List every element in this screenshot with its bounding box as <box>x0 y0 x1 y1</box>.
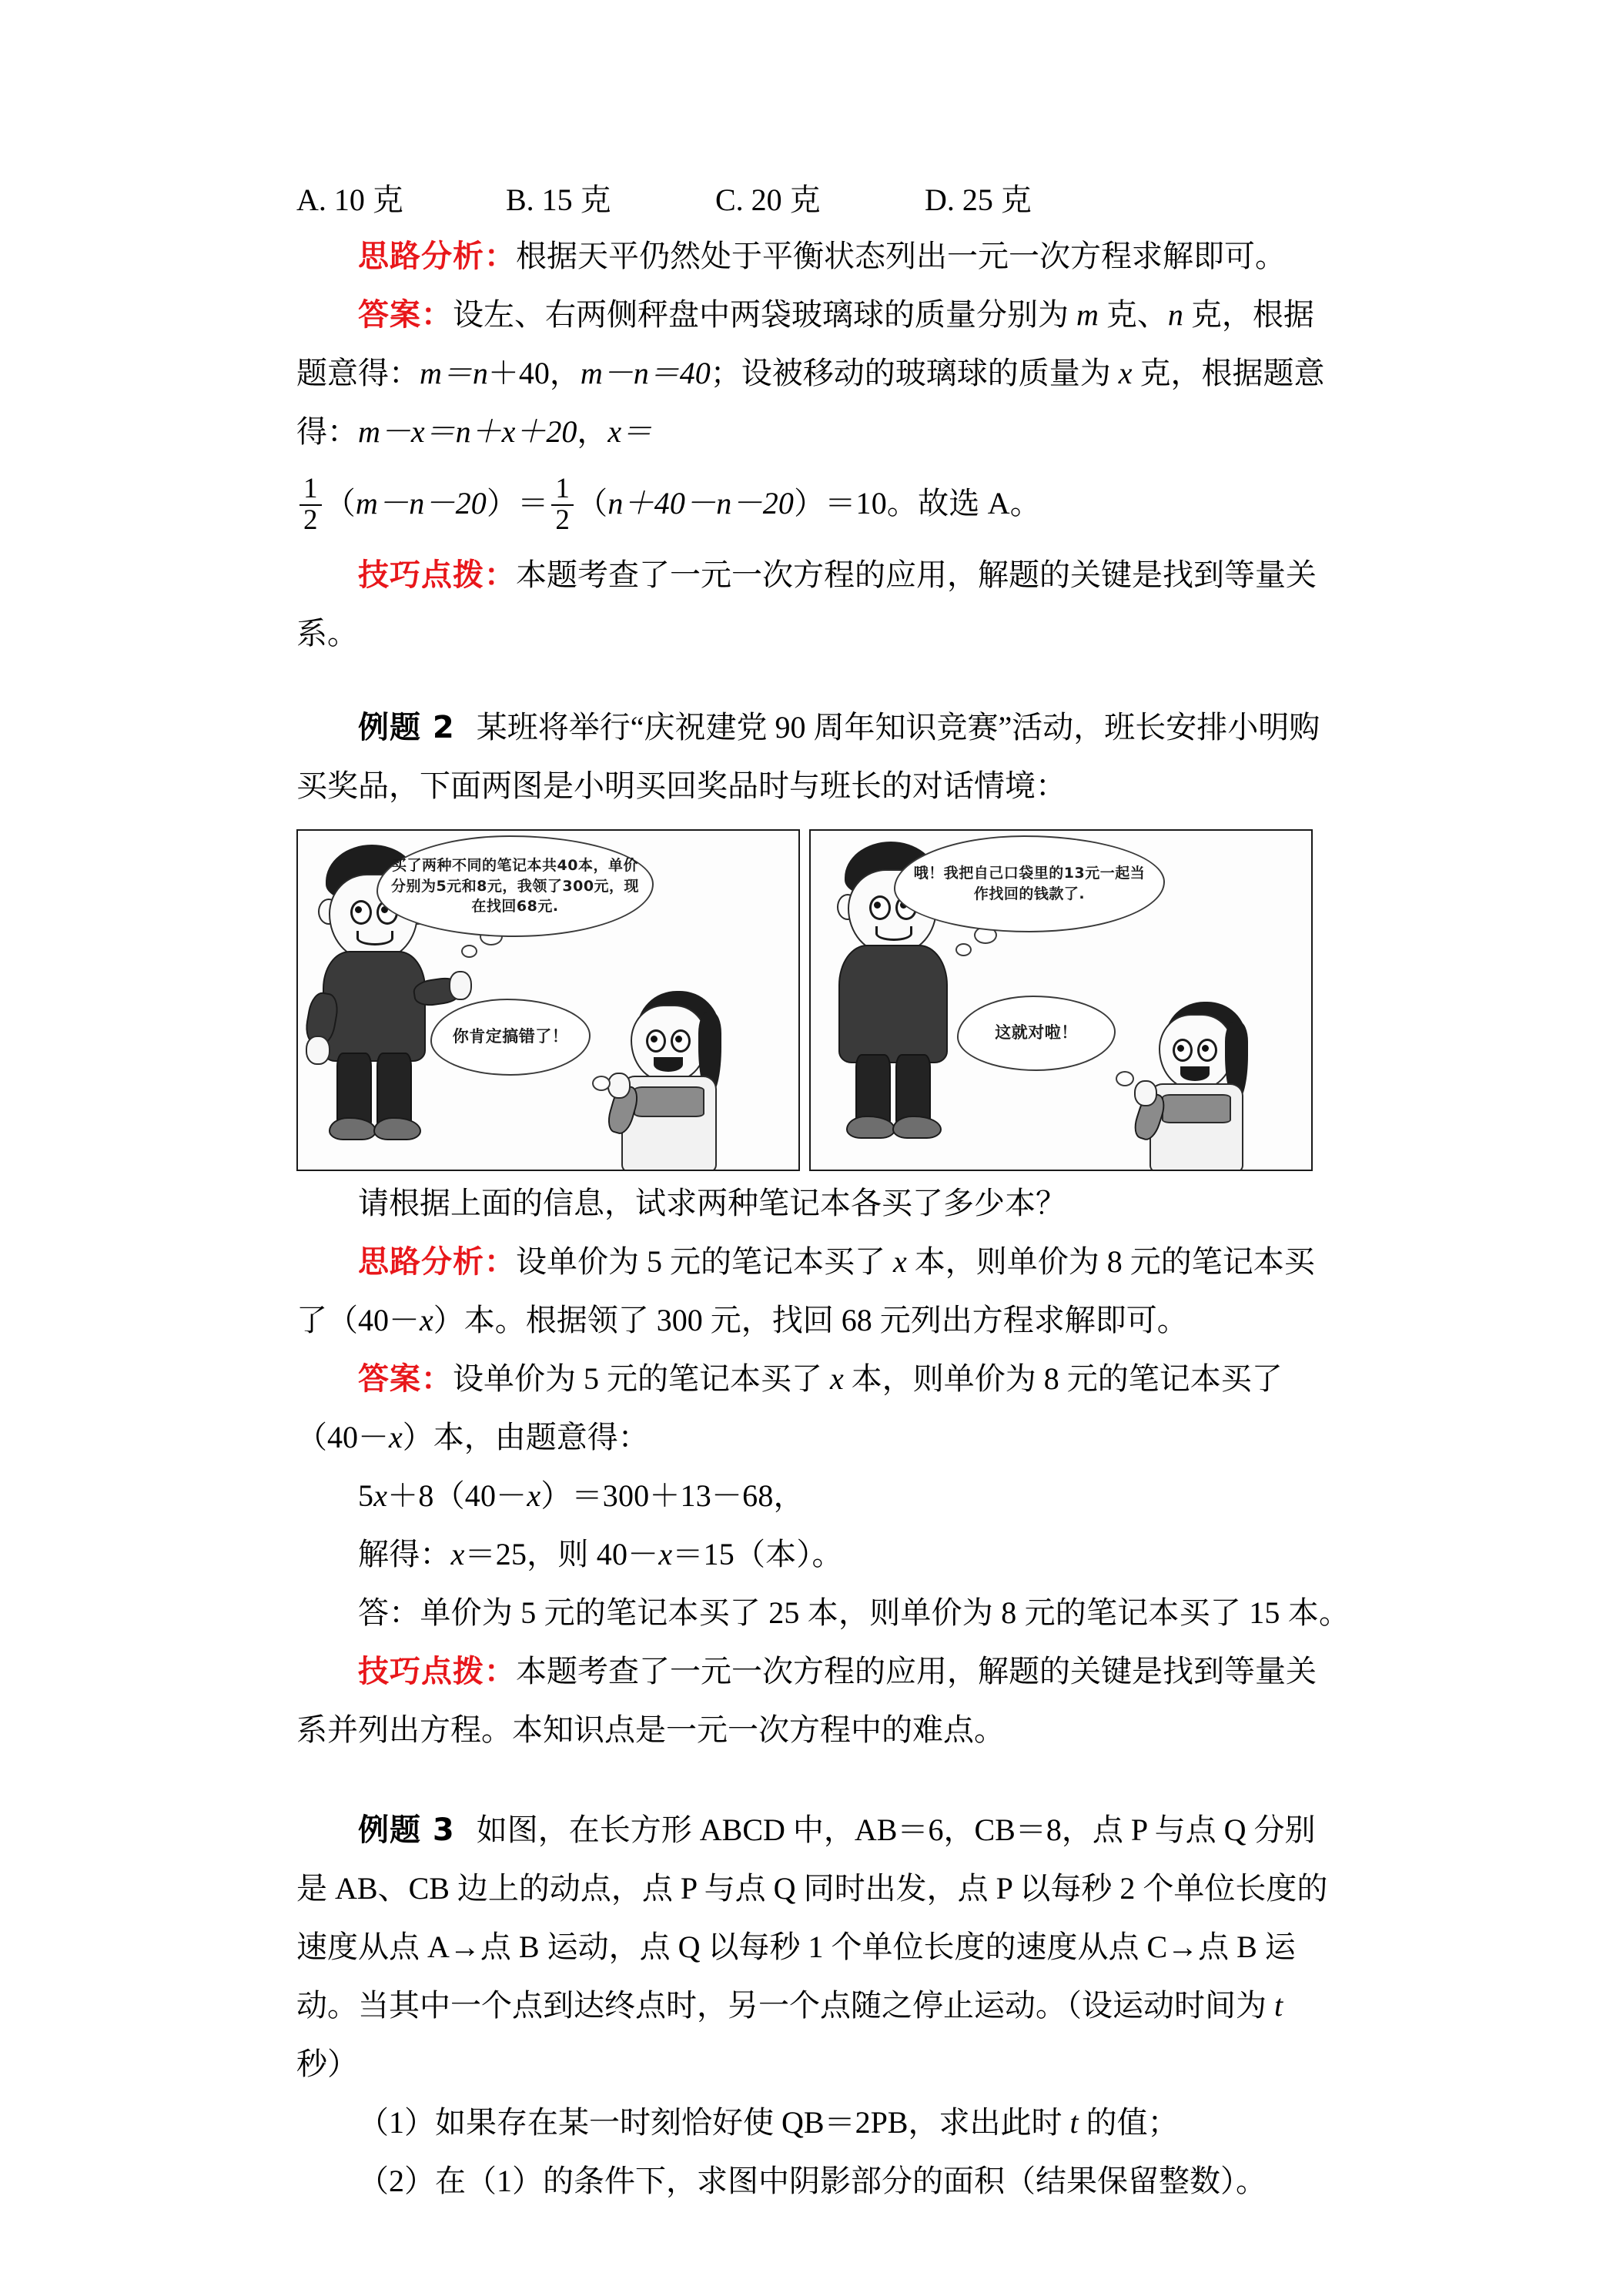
example2-stem <box>296 698 1328 815</box>
example2-analysis-b: 本，则单价为 8 元的笔记本买了（40－ <box>296 1244 1315 1337</box>
fraction-one-half-left <box>300 474 322 536</box>
boy-bubble-dot-small-right <box>955 943 972 956</box>
girl-hand-left-2 <box>1134 1080 1157 1106</box>
boy-body <box>323 951 426 1062</box>
example2-label: 例题 2 <box>358 710 455 745</box>
example1-answer <box>296 286 1328 461</box>
comic-panel-left <box>296 829 800 1171</box>
eq2-var-x: x <box>373 1478 388 1513</box>
var-x: x <box>1118 356 1133 390</box>
eq2-coef: 5 <box>358 1478 374 1513</box>
example1-analysis-text: 根据天平仍然处于平衡状态列出一元一次方程求解即可。 <box>516 239 1286 273</box>
example1-tips-text: 本题考查了一元一次方程的应用，解题的关键是找到等量关系。 <box>296 557 1317 651</box>
girl-character-left <box>606 991 760 1170</box>
spacer-1 <box>296 663 1328 698</box>
boy-speech-bubble-left: 买了两种不同的笔记本共40本，单价分别为5元和8元，我领了300元，现在找回68元. <box>376 835 654 937</box>
var-m: m <box>1076 297 1099 332</box>
option-b: B. 15 克 <box>506 182 611 217</box>
example2-analysis-c: ）本。根据领了 300 元，找回 68 元列出方程求解即可。 <box>433 1303 1188 1337</box>
comic-panel-right <box>809 829 1313 1171</box>
boy-mouth-2 <box>875 926 912 941</box>
equals-middle: ）＝ <box>487 486 549 520</box>
girl-hand-left <box>607 1073 631 1099</box>
boy-shoe-right <box>373 1117 421 1140</box>
example2-answer-c: ）本，由题意得： <box>402 1420 649 1454</box>
example3-stem-b: 秒） <box>296 2047 358 2081</box>
answer-text-4: ＋40， <box>487 356 581 390</box>
answer-text-1: 设左、右两侧秤盘中两袋玻璃球的质量分别为 <box>453 297 1076 332</box>
x-equals: x＝ <box>607 414 653 449</box>
girl-character-right <box>1134 1002 1288 1170</box>
girl-mouth-2 <box>1180 1066 1210 1081</box>
girl-apron <box>634 1086 704 1117</box>
girl-mouth <box>654 1057 683 1072</box>
equation-m-minus-x: m－x＝n＋x＋20 <box>358 414 577 449</box>
boy-eye-left <box>350 900 372 925</box>
var-t-item1: t <box>1069 2105 1079 2140</box>
var-x-a2: x <box>893 1244 907 1279</box>
girl-bubble-dot-right <box>1116 1071 1134 1086</box>
paren-open-2: （ <box>577 486 608 520</box>
tips-heading: 技巧点拨： <box>358 557 516 593</box>
eq2-solve-x: x <box>450 1537 465 1571</box>
boy-bubble-dot-small-left <box>461 945 477 958</box>
example3-item-2: （2）在（1）的条件下，求图中阴影部分的面积（结果保留整数）。 <box>358 2164 1267 2198</box>
example2-question: 请根据上面的信息，试求两种笔记本各买了多少本？ <box>358 1186 1066 1220</box>
tips-heading-2: 技巧点拨： <box>358 1654 516 1689</box>
eq2-solve-x2: x <box>658 1537 673 1571</box>
eq2-part-c: ）＝300＋13－68， <box>540 1478 805 1513</box>
example3-item1-b: 的值； <box>1078 2105 1179 2140</box>
analysis-heading: 思路分析： <box>358 239 516 274</box>
fraction-denominator-2: 2 <box>551 504 574 536</box>
girl-eye-right <box>671 1029 691 1053</box>
boy-body-2 <box>838 945 948 1063</box>
example3-stem-a: 如图，在长方形 ABCD 中，AB＝6，CB＝8，点 P 与点 Q 分别是 AB、CB 边上的动点，点 P 与点 Q 同时出发，点 P 以每秒 2 个单位长度的速度从点 A→点 B 运动，点 Q 以每秒 1 个单位长度的速度从点 C→点 B 运动。当其中一个点到达终点时，另一个点随之停止运动。（设运动时间为 <box>296 1812 1328 2023</box>
example1-tips <box>296 546 1328 663</box>
example2-answer <box>296 1350 1328 1467</box>
girl-eye-left <box>646 1029 666 1053</box>
example3-label: 例题 3 <box>358 1812 455 1848</box>
answer-heading: 答案： <box>358 297 453 333</box>
eq2-solve-label: 解得： <box>358 1537 451 1571</box>
girl-eye-right-2 <box>1197 1039 1217 1062</box>
example2-final-answer: 答：单价为 5 元的笔记本买了 25 本，则单价为 8 元的笔记本买了 15 本。 <box>358 1595 1350 1630</box>
equation-m-equals-n: m＝n <box>420 356 488 390</box>
answer-text-6: 克，根据题意得： <box>296 356 1325 449</box>
example2-answer-b: 本，则单价为 8 元的笔记本买了（40－ <box>296 1361 1283 1454</box>
equation-m-minus-n: m－n＝40 <box>580 356 711 390</box>
example2-tips <box>296 1642 1328 1759</box>
multiple-choice-options <box>296 173 1328 227</box>
example3-stem <box>296 1801 1328 2094</box>
example2-equation-line-1 <box>296 1467 1328 1525</box>
expr-n-40-n-20: n＋40－n－20 <box>607 486 795 520</box>
option-a: A. 10 克 <box>296 182 403 217</box>
var-t: t <box>1274 1988 1283 2023</box>
example2-analysis-a: 设单价为 5 元的笔记本买了 <box>516 1244 893 1279</box>
spacer-2 <box>296 1759 1328 1801</box>
var-x-ans2b: x <box>389 1420 403 1454</box>
girl-eye-left-2 <box>1173 1039 1193 1062</box>
boy-speech-bubble-right: 哦！我把自己口袋里的13元一起当作找回的钱款了. <box>894 835 1165 932</box>
var-n: n <box>1167 297 1183 332</box>
fraction-numerator-2: 1 <box>555 472 571 504</box>
var-x-ans2: x <box>830 1361 844 1396</box>
girl-speech-bubble-right: 这就对啦！ <box>957 996 1116 1071</box>
paren-open-1: （ <box>324 486 356 520</box>
example2-analysis <box>296 1233 1328 1350</box>
example1-analysis <box>296 227 1328 286</box>
page-content <box>296 173 1350 2211</box>
girl-bubble-dot-left <box>592 1076 611 1091</box>
eq2-part-b: ＋8（40－ <box>387 1478 527 1513</box>
girl-speech-bubble-left: 你肯定搞错了！ <box>430 999 591 1076</box>
answer-text-5: ；设被移动的玻璃球的质量为 <box>710 356 1119 390</box>
eq2-solve-b: ＝25，则 40－ <box>464 1537 659 1571</box>
boy-mouth <box>356 931 393 946</box>
example2-tips-text: 本题考查了一元一次方程的应用，解题的关键是找到等量关系并列出方程。本知识点是一元一次方程中的难点。 <box>296 1654 1317 1747</box>
var-x-a2b: x <box>420 1303 433 1337</box>
answer-text-7: ， <box>577 414 608 449</box>
eq2-var-x2: x <box>527 1478 541 1513</box>
result-text: ）＝10。故选 A。 <box>794 486 1042 520</box>
example3-item-1 <box>296 2094 1328 2152</box>
comic-figure <box>296 829 1317 1168</box>
analysis-heading-2: 思路分析： <box>358 1244 516 1280</box>
option-d: D. 25 克 <box>925 182 1032 217</box>
answer-text-3: 克，根据题意得： <box>296 297 1314 390</box>
example1-fraction-equation <box>296 461 1328 546</box>
boy-hand-right <box>449 971 472 1000</box>
example2-equation-line-2 <box>296 1525 1328 1584</box>
boy-shoe-right-2 <box>892 1116 942 1139</box>
boy-hand-left <box>306 1036 330 1065</box>
example2-answer-a: 设单价为 5 元的笔记本买了 <box>453 1361 830 1396</box>
option-c: C. 20 克 <box>715 182 821 217</box>
fraction-denominator: 2 <box>300 504 322 536</box>
boy-eye-left-2 <box>869 895 891 920</box>
girl-apron-2 <box>1162 1094 1231 1123</box>
example2-stem-text: 某班将举行“庆祝建党 90 周年知识竞赛”活动，班长安排小明购买奖品，下面两图是小明买回奖品时与班长的对话情境： <box>296 710 1320 803</box>
expr-m-n-20: m－n－20 <box>355 486 487 520</box>
answer-text-2: 克、 <box>1098 297 1168 332</box>
example3-item1-a: （1）如果存在某一时刻恰好使 QB＝2PB，求出此时 <box>358 2105 1070 2140</box>
eq2-solve-c: ＝15（本）。 <box>672 1537 843 1571</box>
fraction-one-half-right <box>551 474 574 536</box>
answer-heading-2: 答案： <box>358 1361 453 1397</box>
fraction-numerator: 1 <box>303 472 318 504</box>
